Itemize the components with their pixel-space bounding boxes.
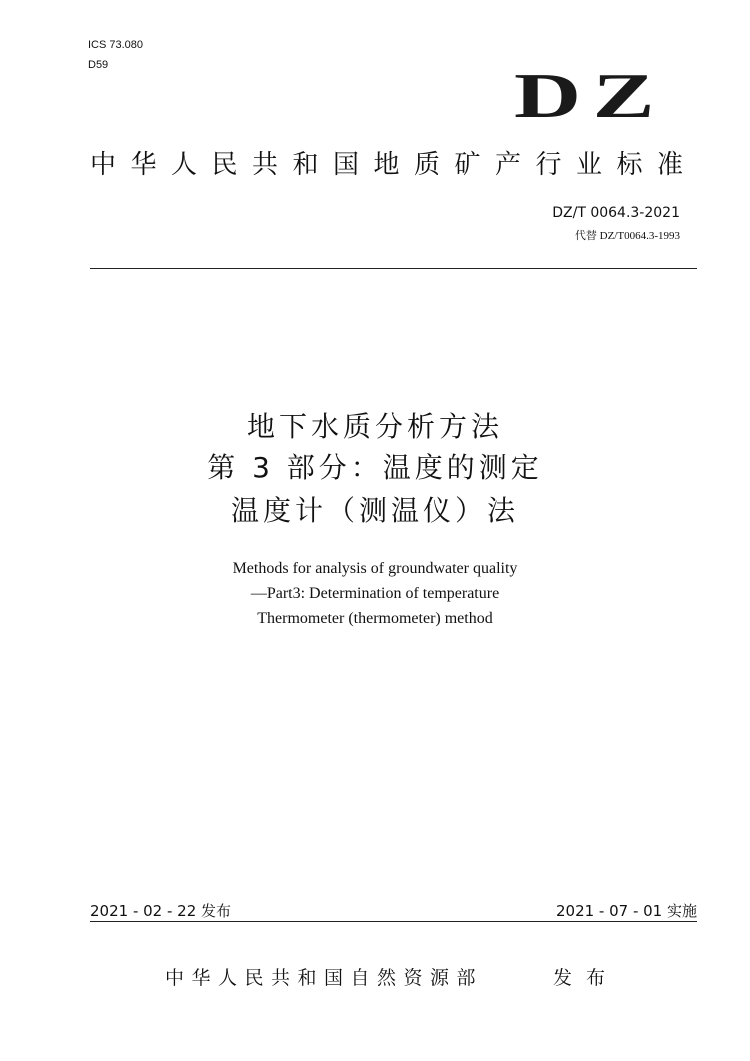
dz-logo: DZ bbox=[514, 60, 667, 131]
standard-category: 中华人民共和国地质矿产行业标准 bbox=[90, 150, 698, 180]
standard-number: DZ/T 0064.3-2021 bbox=[552, 205, 680, 221]
ics-code: ICS 73.080 bbox=[88, 39, 144, 51]
title-zh-line-1: 地下水质分析方法 bbox=[246, 410, 503, 443]
title-en-line-3: Thermometer (thermometer) method bbox=[257, 610, 493, 627]
title-en-line-1: Methods for analysis of groundwater quality bbox=[232, 560, 518, 577]
issue-date: 2021 - 02 - 22 发布 bbox=[90, 902, 232, 920]
issuer-name: 中华人民共和国自然资源部 bbox=[165, 967, 484, 989]
ccs-code: D59 bbox=[88, 59, 109, 71]
title-zh-line-2: 第 3 部分：温度的测定 bbox=[207, 451, 543, 484]
implementation-date: 2021 - 07 - 01 实施 bbox=[555, 902, 697, 920]
header-rule bbox=[90, 268, 697, 269]
replaces-standard: 代替 DZ/T0064.3-1993 bbox=[574, 230, 680, 242]
date-rule bbox=[90, 921, 697, 922]
title-en-line-2: —Part3: Determination of temperature bbox=[250, 585, 500, 602]
issuer-action: 发 布 bbox=[553, 967, 610, 989]
title-zh-line-3: 温度计（测温仪）法 bbox=[230, 494, 519, 527]
